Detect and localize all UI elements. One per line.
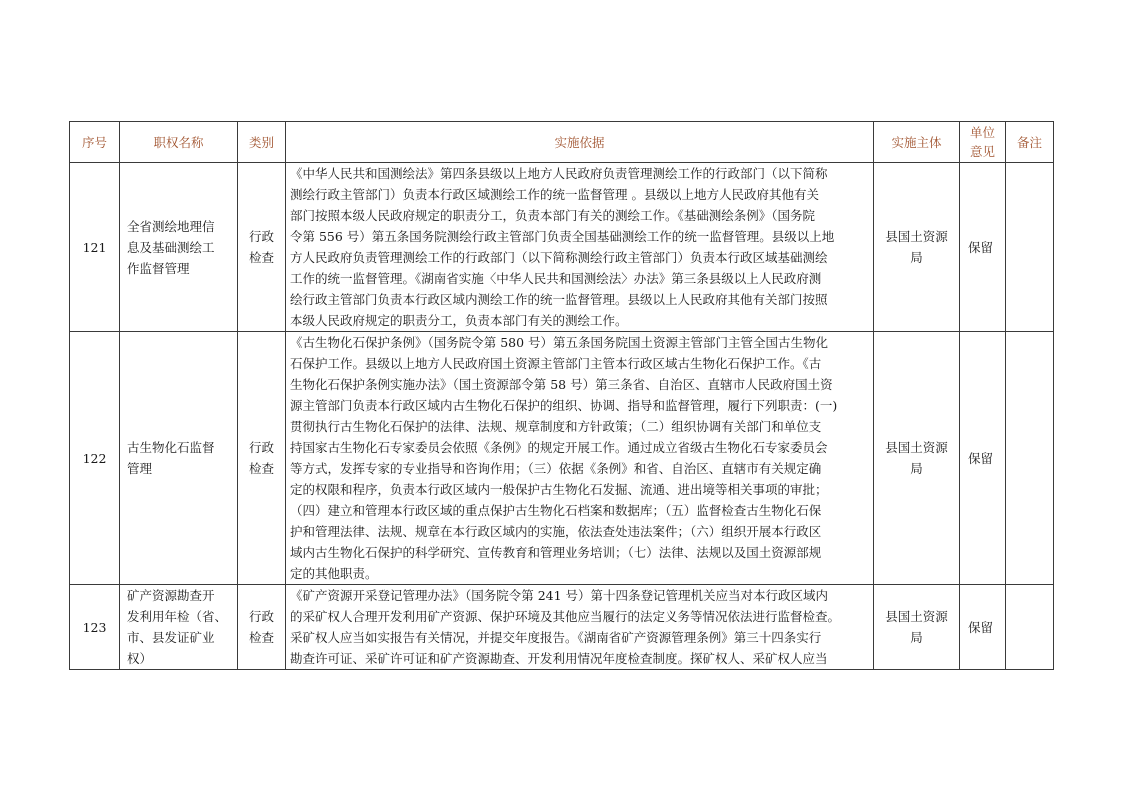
row-basis: 《古生物化石保护条例》（国务院令第 580 号）第五条国务院国土资源主管部门主管全国古生物化 石保护工作。县级以上地方人民政府国土资源主管部门主管本行政区域古生物化石保护工作。《古 生物化石保护条例实施办法》（国土资源部令第 58 号）第三条省、自治区、直辖市人民政府国土资 源主管部门负责本行政区域内古生物化石保护的组织、协调、指导和监督管理，履行下列职责：(一) 贯彻执行古生物化石保护的法律、法规、规章制度和方针政策；（二）组织协调有关部门和单位支 持国家古生物化石专家委员会依照《条例》的规定开展工作。通过成立省级古生物化石专家委员会 等方式，发挥专家的专业指导和咨询作用；（三）依据《条例》和省、自治区、直辖市有关规定确 定的权限和程序，负责本行政区域内一般保护古生物化石发掘、流通、进出境等相关事项的审批； （四）建立和管理本行政区域的重点保护古生物化石档案和数据库；（五）监督检查古生物化石保 护和管理法律、法规、规章在本行政区域内的实施，依法查处违法案件；（六）组织开展本行政区 域内古生物化石保护的科学研究、宣传教育和管理业务培训；（七）法律、法规以及国土资源部规 定的其他职责。 — [286, 332, 874, 585]
table-row — [70, 163, 1054, 332]
row-opinion: 保留 — [960, 585, 1006, 670]
row-name: 矿产资源勘查开 发利用年检（省、 市、县发证矿业 权） — [120, 585, 238, 670]
header-opinion: 单位 意见 — [960, 122, 1006, 163]
row-subject: 县国土资源 局 — [874, 163, 960, 332]
table-row — [70, 332, 1054, 585]
header-type: 类别 — [238, 122, 286, 163]
row-remarks — [1006, 585, 1054, 670]
row-name: 全省测绘地理信 息及基础测绘工 作监督管理 — [120, 163, 238, 332]
table-header-row — [70, 122, 1054, 163]
table-row — [70, 585, 1054, 670]
row-subject: 县国土资源 局 — [874, 332, 960, 585]
header-basis: 实施依据 — [286, 122, 874, 163]
row-name: 古生物化石监督 管理 — [120, 332, 238, 585]
row-seq: 123 — [70, 585, 120, 670]
row-seq: 121 — [70, 163, 120, 332]
row-remarks — [1006, 163, 1054, 332]
row-opinion: 保留 — [960, 332, 1006, 585]
header-seq: 序号 — [70, 122, 120, 163]
header-name: 职权名称 — [120, 122, 238, 163]
authority-table — [69, 121, 1054, 670]
row-basis: 《矿产资源开采登记管理办法》（国务院令第 241 号）第十四条登记管理机关应当对本行政区域内 的采矿权人合理开发利用矿产资源、保护环境及其他应当履行的法定义务等情况依法进行监督检查。 采矿权人应当如实报告有关情况，并提交年度报告。《湖南省矿产资源管理条例》第三十四条实行 勘查许可证、采矿许可证和矿产资源勘查、开发利用情况年度检查制度。探矿权人、采矿权人应当 — [286, 585, 874, 670]
header-subject: 实施主体 — [874, 122, 960, 163]
row-opinion: 保留 — [960, 163, 1006, 332]
row-seq: 122 — [70, 332, 120, 585]
row-type: 行政 检查 — [238, 332, 286, 585]
row-type: 行政 检查 — [238, 585, 286, 670]
row-subject: 县国土资源 局 — [874, 585, 960, 670]
row-type: 行政 检查 — [238, 163, 286, 332]
row-remarks — [1006, 332, 1054, 585]
header-remarks: 备注 — [1006, 122, 1054, 163]
row-basis: 《中华人民共和国测绘法》第四条县级以上地方人民政府负责管理测绘工作的行政部门（以下简称 测绘行政主管部门）负责本行政区域测绘工作的统一监督管理 。县级以上地方人民政府其他有关 部门按照本级人民政府规定的职责分工，负责本部门有关的测绘工作。《基础测绘条例》（国务院 令第 556 号）第五条国务院测绘行政主管部门负责全国基础测绘工作的统一监督管理。县级以上地 方人民政府负责管理测绘工作的行政部门（以下简称测绘行政主管部门）负责本行政区域基础测绘 工作的统一监督管理。《湖南省实施〈中华人民共和国测绘法〉办法》第三条县级以上人民政府测 绘行政主管部门负责本行政区域内测绘工作的统一监督管理。县级以上人民政府其他有关部门按照 本级人民政府规定的职责分工，负责本部门有关的测绘工作。 — [286, 163, 874, 332]
